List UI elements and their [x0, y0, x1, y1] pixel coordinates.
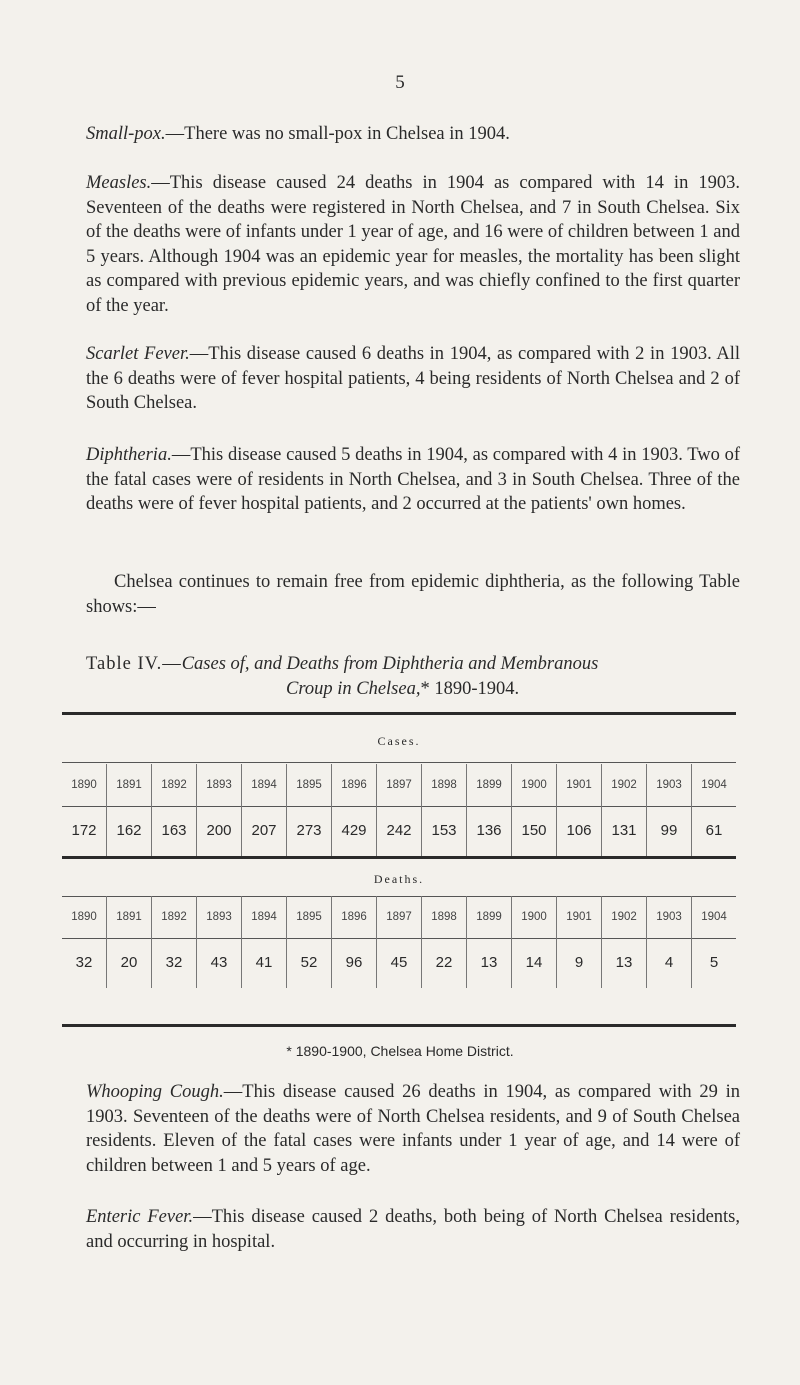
table-caption-years: * 1890-1904. [420, 678, 520, 699]
deaths-cell: 4 [646, 938, 691, 988]
deaths-years-row [62, 896, 736, 938]
year-cell: 1904 [691, 896, 736, 938]
year-cell: 1892 [151, 896, 196, 938]
whooping-cough-heading: Whooping Cough. [86, 1082, 224, 1102]
smallpox-heading: Small-pox. [86, 124, 166, 144]
table-label: Table IV.— [86, 654, 182, 674]
year-cell: 1891 [106, 896, 151, 938]
enteric-fever-paragraph [86, 1205, 740, 1254]
measles-text: —This disease caused 24 deaths in 1904 as compared with 14 in 1903. Seventeen of the deaths were registered in North Chelsea, and 7 in South Chelsea. Six of the deaths were of infants under 1 year of age, and 16 were of children between 1 and 5 years. Although 1904 was an epidemic year for measles, the mortality has been slight as compared with previous epidemic years, and was chiefly confined to the first quarter of the year. [86, 173, 740, 316]
deaths-cell: 22 [421, 938, 466, 988]
enteric-fever-heading: Enteric Fever. [86, 1207, 194, 1227]
deaths-cell: 13 [466, 938, 511, 988]
cases-cell: 99 [646, 806, 691, 856]
table-bottom-rule [62, 1024, 736, 1027]
diphtheria-heading: Diphtheria. [86, 445, 172, 465]
measles-paragraph [86, 171, 740, 318]
table-top-rule [62, 712, 736, 715]
year-cell: 1902 [601, 764, 646, 806]
year-cell: 1892 [151, 764, 196, 806]
deaths-cell: 96 [331, 938, 376, 988]
deaths-cell: 45 [376, 938, 421, 988]
deaths-cell: 41 [241, 938, 286, 988]
smallpox-text: —There was no small-pox in Chelsea in 1904. [165, 124, 510, 144]
year-cell: 1897 [376, 764, 421, 806]
diphtheria-text: —This disease caused 5 deaths in 1904, as compared with 4 in 1903. Two of the fatal cases were of residents in North Chelsea, and 3 in South Chelsea. Three of the deaths were of fever hospital patients, and 2 occurred at the patients' own homes. [86, 445, 740, 514]
table-footnote: * 1890-1900, Chelsea Home District. [286, 1043, 514, 1059]
table-caption-line1: Cases of, and Deaths from Diphtheria and Membranous [181, 654, 599, 674]
year-cell: 1899 [466, 764, 511, 806]
cases-cell: 172 [71, 822, 97, 839]
year-cell: 1897 [376, 896, 421, 938]
cases-cell: 61 [691, 806, 736, 856]
cases-cell: 273 [286, 806, 331, 856]
cases-cell: 163 [151, 806, 196, 856]
deaths-heading: Deaths. [373, 872, 425, 886]
year-cell: 1894 [241, 896, 286, 938]
year-cell: 1895 [286, 896, 331, 938]
year-cell: 1900 [511, 896, 556, 938]
cases-years-row [62, 764, 736, 806]
whooping-cough-paragraph [86, 1080, 740, 1178]
year-cell: 1893 [196, 896, 241, 938]
whooping-cough-text: —This disease caused 26 deaths in 1904, as compared with 29 in 1903. Seventeen of the deaths were of North Chelsea residents, and 9 of South Chelsea residents. Eleven of the fatal cases were infants under 1 year of age, and 14 were of children between 1 and 5 years of age. [86, 1082, 741, 1176]
year-cell: 1898 [421, 896, 466, 938]
year-cell: 1891 [106, 764, 151, 806]
deaths-cell: 14 [511, 938, 556, 988]
deaths-values-row [62, 938, 736, 988]
cases-cell: 200 [196, 806, 241, 856]
year-cell: 1900 [511, 764, 556, 806]
year-cell: 1901 [556, 896, 601, 938]
scarlet-fever-heading: Scarlet Fever. [86, 344, 190, 364]
year-cell: 1904 [691, 764, 736, 806]
deaths-cell: 20 [106, 938, 151, 988]
year-cell: 1901 [556, 764, 601, 806]
deaths-cell: 32 [75, 954, 93, 971]
scarlet-fever-text: —This disease caused 6 deaths in 1904, as compared with 2 in 1903. All the 6 deaths were of fever hospital patients, 4 being residents of North Chelsea and 2 of South Chelsea. [86, 344, 740, 413]
scarlet-fever-paragraph [86, 342, 740, 416]
measles-heading: Measles. [86, 173, 152, 193]
year-cell: 1898 [421, 764, 466, 806]
enteric-fever-text: —This disease caused 2 deaths, both being of North Chelsea residents, and occurring in hospital. [86, 1207, 740, 1252]
cases-cell: 242 [376, 806, 421, 856]
cases-bottom-rule [62, 856, 736, 859]
table-caption [86, 652, 740, 701]
deaths-cell: 32 [151, 938, 196, 988]
cases-cell: 106 [556, 806, 601, 856]
deaths-cell: 43 [196, 938, 241, 988]
deaths-cell: 5 [691, 938, 736, 988]
year-cell: 1902 [601, 896, 646, 938]
year-cell: 1903 [646, 764, 691, 806]
diphtheria-paragraph [86, 443, 740, 517]
cases-cell: 136 [466, 806, 511, 856]
deaths-cell: 13 [601, 938, 646, 988]
cases-cell: 207 [241, 806, 286, 856]
chelsea-continues-paragraph: Chelsea continues to remain free from epidemic diphtheria, as the following Table shows:— [86, 572, 740, 617]
year-cell: 1890 [71, 779, 97, 791]
cases-cell: 150 [511, 806, 556, 856]
cases-cell: 131 [601, 806, 646, 856]
year-cell: 1903 [646, 896, 691, 938]
page-number: 5 [395, 72, 405, 93]
cases-values-row [62, 806, 736, 856]
smallpox-paragraph [86, 122, 740, 147]
cases-cell: 153 [421, 806, 466, 856]
cases-cell: 162 [106, 806, 151, 856]
year-cell: 1896 [331, 764, 376, 806]
table-caption-line2: Croup in Chelsea, [286, 678, 421, 699]
cases-heading-rule [62, 762, 736, 763]
year-cell: 1895 [286, 764, 331, 806]
year-cell: 1896 [331, 896, 376, 938]
deaths-cell: 52 [286, 938, 331, 988]
year-cell: 1893 [196, 764, 241, 806]
year-cell: 1890 [71, 911, 97, 923]
deaths-cell: 9 [556, 938, 601, 988]
cases-heading: Cases. [377, 734, 421, 748]
year-cell: 1899 [466, 896, 511, 938]
year-cell: 1894 [241, 764, 286, 806]
cases-cell: 429 [331, 806, 376, 856]
